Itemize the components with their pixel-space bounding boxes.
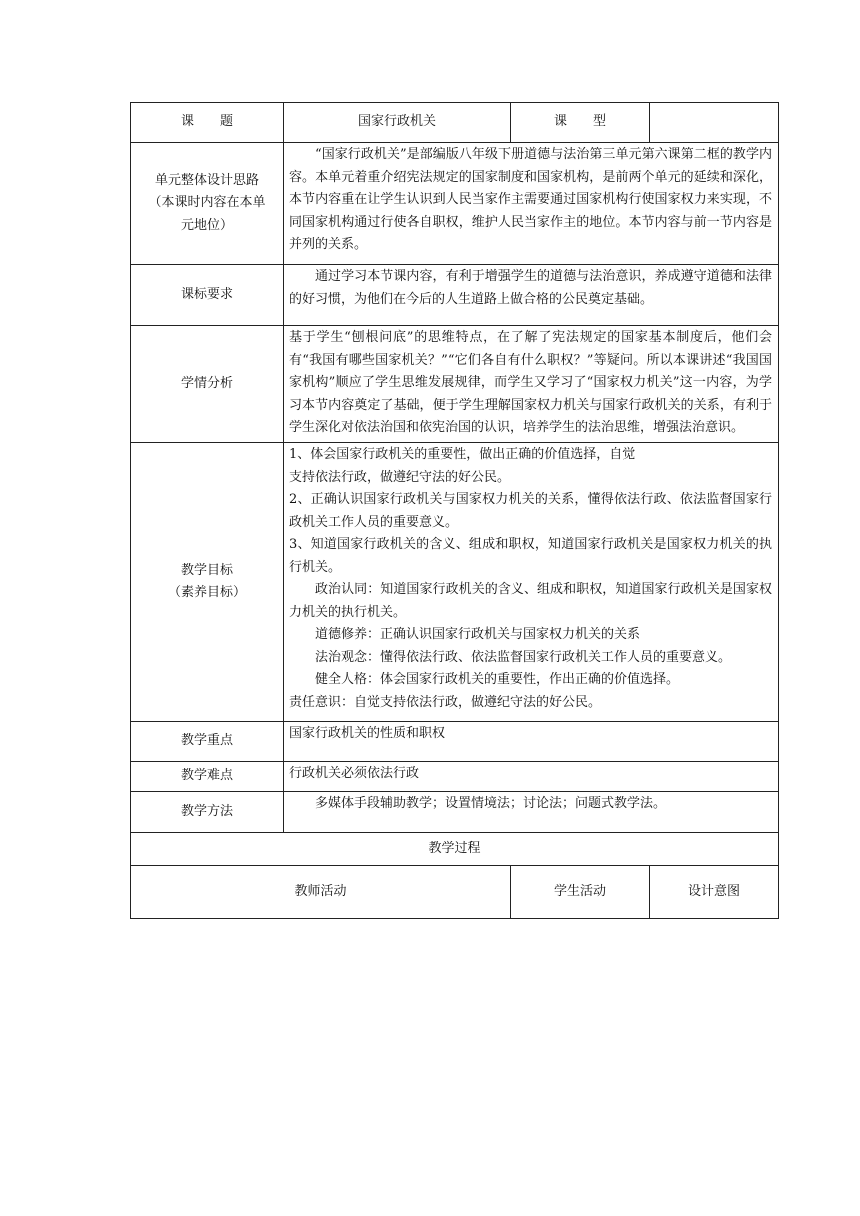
header-row bbox=[131, 103, 779, 143]
topic-value: 国家行政机关 bbox=[284, 103, 511, 143]
process-title-row bbox=[131, 833, 779, 866]
analysis-row bbox=[131, 326, 779, 443]
lesson-plan-sheet bbox=[130, 102, 778, 919]
key-point-label: 教学重点 bbox=[131, 722, 284, 762]
teacher-activity-header: 教师活动 bbox=[131, 866, 511, 919]
goal-2: 2、正确认识国家行政机关与国家权力机关的关系，懂得依法行政、依法监督国家行政机关工作人员的重要意义。 bbox=[289, 492, 773, 530]
goal-personality: 健全人格：体会国家行政机关的重要性，作出正确的价值选择。 bbox=[315, 672, 680, 687]
method-label: 教学方法 bbox=[131, 792, 284, 833]
difficulty-text: 行政机关必须依法行政 bbox=[284, 762, 779, 792]
curriculum-label: 课标要求 bbox=[131, 265, 284, 326]
student-activity-header: 学生活动 bbox=[511, 866, 650, 919]
key-point-text: 国家行政机关的性质和职权 bbox=[284, 722, 779, 762]
goals-row bbox=[131, 443, 779, 722]
goal-moral: 道德修养：正确认识国家行政机关与国家权力机关的关系 bbox=[315, 627, 641, 642]
goals-label: 教学目标 （素养目标） bbox=[131, 443, 284, 722]
curriculum-text: 通过学习本节课内容，有利于增强学生的道德与法治意识，养成遵守道德和法律的好习惯，为他们在今后的人生道路上做合格的公民奠定基础。 bbox=[284, 265, 779, 326]
goal-1-line-2: 支持依法行政，做遵纪守法的好公民。 bbox=[289, 469, 511, 485]
goal-political: 政治认同：知道国家行政机关的含义、组成和职权，知道国家行政机关是国家权力机关的执行机关。 bbox=[289, 582, 773, 620]
design-intent-header: 设计意图 bbox=[650, 866, 779, 919]
unit-design-text: “国家行政机关”是部编版八年级下册道德与法治第三单元第六课第二框的教学内容。本单元着重介绍宪法规定的国家制度和国家机构，是前两个单元的延续和深化，本节内容重在让学生认识到人民当家作主需要通过国家机构行使国家权力来实现，不同国家机构通过行使各自职权，维护人民当家作主的地位。本节内容与前一节内容是并列的关系。 bbox=[284, 143, 779, 265]
unit-design-label: 单元整体设计思路 （本课时内容在本单 元地位） bbox=[131, 143, 284, 265]
curriculum-row bbox=[131, 265, 779, 326]
method-text: 多媒体手段辅助教学；设置情境法；讨论法；问题式教学法。 bbox=[284, 792, 779, 833]
process-title: 教学过程 bbox=[131, 833, 779, 866]
goal-law: 法治观念：懂得依法行政、依法监督国家行政机关工作人员的重要意义。 bbox=[315, 649, 732, 665]
process-columns-row bbox=[131, 866, 779, 919]
unit-design-row bbox=[131, 143, 779, 265]
analysis-label: 学情分析 bbox=[131, 326, 284, 443]
lesson-plan-table bbox=[130, 102, 779, 919]
goal-responsibility: 责任意识：自觉支持依法行政，做遵纪守法的好公民。 bbox=[289, 694, 602, 710]
analysis-text: 基于学生“刨根问底”的思维特点，在了解了宪法规定的国家基本制度后，他们会有“我国有哪些国家机关？”“它们各自有什么职权？”等疑问。所以本课讲述“我国国家机构”顺应了学生思维发展规律，而学生又学习了“国家权力机关”这一内容，为学习本节内容奠定了基础，便于学生理解国家权力机关与国家行政机关的关系，有利于学生深化对依法治国和依宪治国的认识，培养学生的法治思维，增强法治意识。 bbox=[284, 326, 779, 443]
type-label: 课 型 bbox=[511, 103, 650, 143]
topic-label: 课 题 bbox=[131, 103, 284, 143]
key-point-row bbox=[131, 722, 779, 762]
method-row bbox=[131, 792, 779, 833]
goal-3: 3、知道国家行政机关的含义、组成和职权，知道国家行政机关是国家权力机关的执行机关。 bbox=[289, 537, 773, 575]
difficulty-label: 教学难点 bbox=[131, 762, 284, 792]
type-value bbox=[650, 103, 779, 143]
difficulty-row bbox=[131, 762, 779, 792]
goals-text bbox=[284, 443, 779, 722]
goal-1-line-1: 1、体会国家行政机关的重要性，做出正确的价值选择，自觉 bbox=[289, 447, 636, 462]
